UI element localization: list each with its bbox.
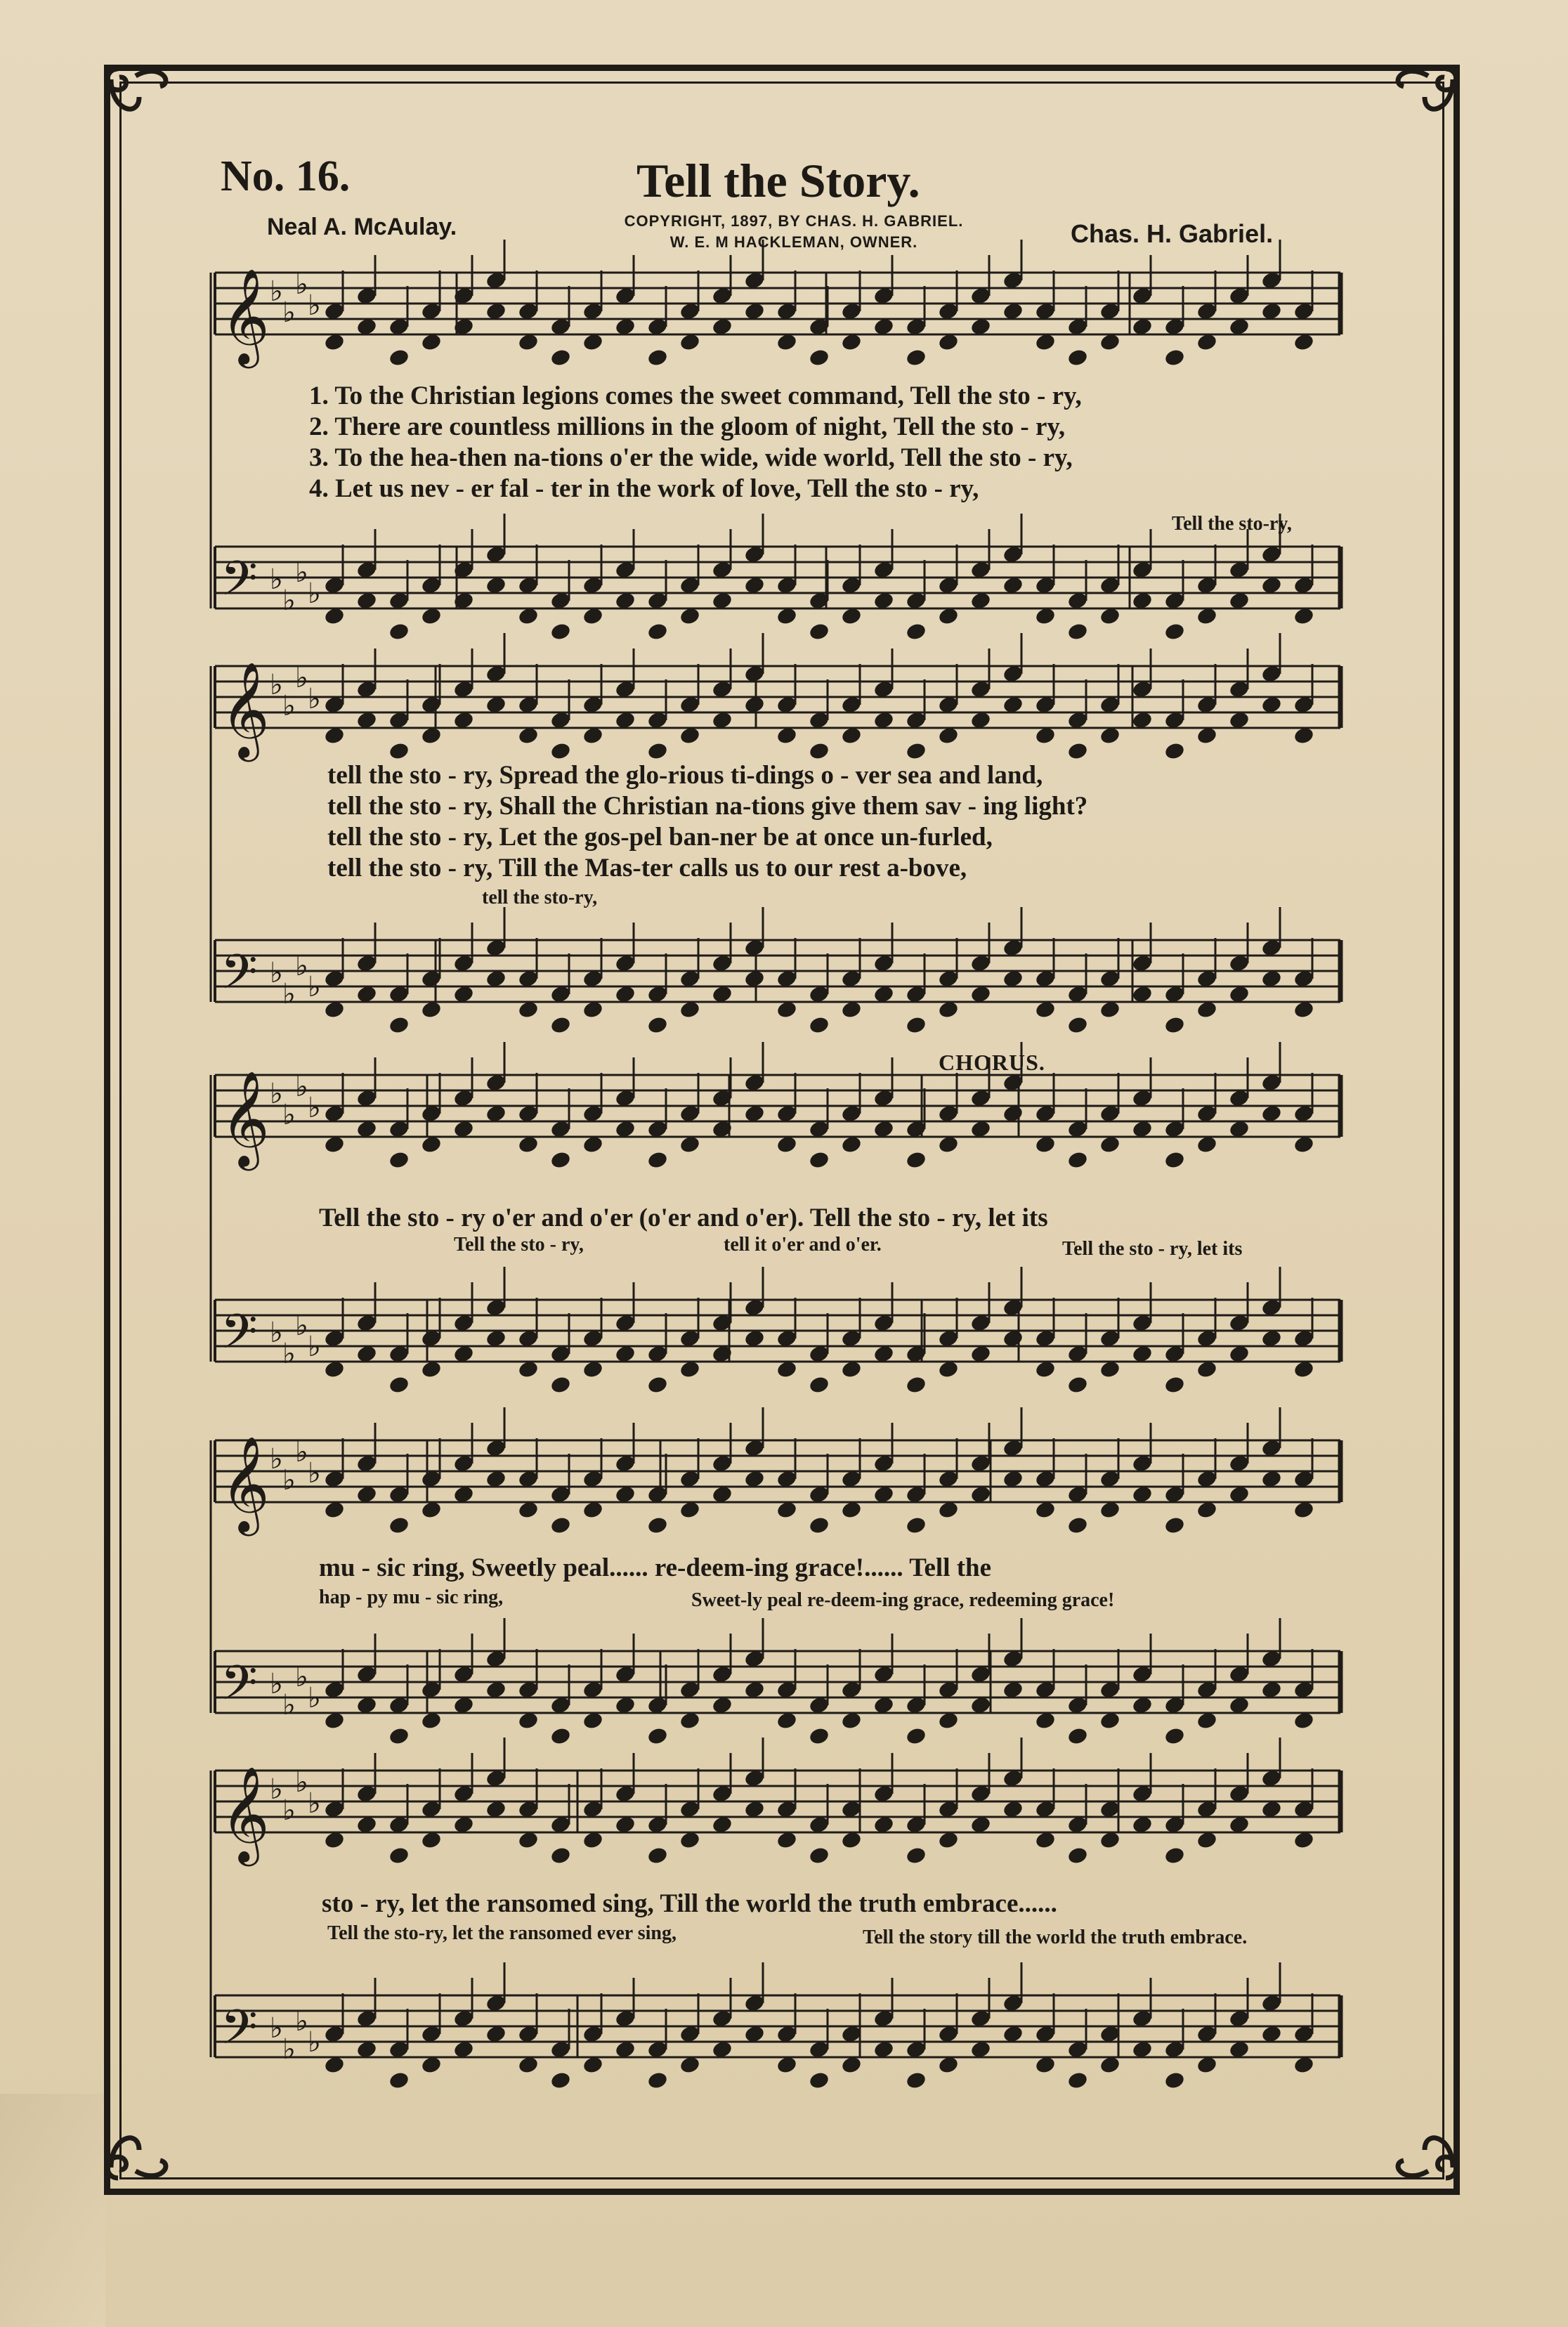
system5-text: sto - ry, let the ransomed sing, Till the world the truth embrace......	[322, 1889, 1057, 1918]
system4-bass-text-b: Sweet-ly peal re-deem-ing grace, redeeming grace!	[691, 1589, 1115, 1611]
key-flat: ♭	[282, 1464, 296, 1497]
note-head	[549, 1015, 571, 1035]
treble-clef: 𝄞	[221, 1435, 270, 1532]
note-head	[1163, 1015, 1185, 1035]
note-head	[388, 348, 410, 367]
key-flat: ♭	[295, 2005, 308, 2038]
lyricist-name: Neal A. McAulay.	[267, 214, 457, 240]
key-flat: ♭	[308, 1682, 321, 1714]
key-flat: ♭	[282, 1099, 296, 1131]
key-flat: ♭	[308, 2026, 321, 2059]
note-head	[905, 1015, 927, 1035]
note-head	[1163, 1516, 1185, 1535]
note-head	[1066, 1150, 1088, 1170]
note-head	[905, 2071, 927, 2090]
key-flat: ♭	[282, 2033, 296, 2066]
system1-verse2: 2. There are countless millions in the gloom of night, Tell the sto - ry,	[309, 412, 1066, 441]
note-head	[646, 1516, 668, 1535]
chorus-label: CHORUS.	[939, 1050, 1045, 1075]
note-head	[905, 1726, 927, 1746]
system5-bass-text-b: Tell the story till the world the truth embrace.	[863, 1927, 1248, 1948]
note-head	[905, 1846, 927, 1865]
note-head	[1066, 348, 1088, 367]
key-flat: ♭	[270, 275, 283, 308]
note-head	[905, 1150, 927, 1170]
key-flat: ♭	[282, 1338, 296, 1370]
key-flat: ♭	[308, 1092, 321, 1124]
note-head	[1163, 622, 1185, 641]
key-flat: ♭	[270, 669, 283, 701]
note-head	[549, 622, 571, 641]
note-head	[388, 1375, 410, 1395]
note-head	[808, 348, 830, 367]
key-flat: ♭	[270, 957, 283, 989]
key-flat: ♭	[308, 578, 321, 610]
note-head	[808, 1516, 830, 1535]
system3-bass-text-a: Tell the sto - ry,	[454, 1234, 584, 1256]
note-head	[549, 348, 571, 367]
key-flat: ♭	[308, 1787, 321, 1820]
key-flat: ♭	[308, 289, 321, 322]
note-head	[646, 1375, 668, 1395]
bass-clef: 𝄢	[221, 1656, 258, 1723]
note-head	[1066, 741, 1088, 761]
note-head	[549, 1150, 571, 1170]
system3-bass-text-b: tell it o'er and o'er.	[724, 1234, 882, 1256]
note-head	[1066, 1726, 1088, 1746]
system4-bass-text-a: hap - py mu - sic ring,	[319, 1586, 504, 1608]
system3-text: Tell the sto - ry o'er and o'er (o'er and o'er). Tell the sto - ry, let its	[319, 1204, 1048, 1232]
key-flat: ♭	[270, 1317, 283, 1349]
note-head	[905, 741, 927, 761]
note-head	[1066, 1846, 1088, 1865]
note-head	[1163, 1375, 1185, 1395]
note-head	[646, 348, 668, 367]
note-head	[388, 1015, 410, 1035]
key-flat: ♭	[270, 1773, 283, 1806]
key-flat: ♭	[270, 563, 283, 596]
note-head	[905, 1516, 927, 1535]
note-head	[808, 1150, 830, 1170]
system2-bass-text: tell the sto-ry,	[482, 887, 598, 908]
note-head	[808, 1375, 830, 1395]
treble-clef: 𝄞	[221, 267, 270, 364]
note-head	[549, 1846, 571, 1865]
note-head	[905, 1375, 927, 1395]
system2-verse3: tell the sto - ry, Let the gos-pel ban-ner be at once un-furled,	[327, 823, 993, 852]
note-head	[1163, 1846, 1185, 1865]
note-head	[388, 1846, 410, 1865]
note-head	[388, 1150, 410, 1170]
copyright-line-2: W. E. M HACKLEMAN, OWNER.	[669, 233, 918, 251]
copyright-line-1: COPYRIGHT, 1897, BY CHAS. H. GABRIEL.	[624, 212, 964, 230]
key-flat: ♭	[270, 2012, 283, 2045]
composer-name: Chas. H. Gabriel.	[1071, 219, 1274, 248]
system5-bass-text-a: Tell the sto-ry, let the ransomed ever sing,	[327, 1922, 677, 1944]
key-flat: ♭	[295, 556, 308, 589]
note-head	[1163, 1150, 1185, 1170]
system2-verse4: tell the sto - ry, Till the Mas-ter calls us to our rest a-bove,	[327, 854, 967, 882]
bass-clef: 𝄢	[221, 552, 258, 618]
system3-bass-text-c: Tell the sto - ry, let its	[1062, 1238, 1243, 1260]
note-head	[1163, 2071, 1185, 2090]
key-flat: ♭	[295, 1310, 308, 1342]
note-head	[905, 622, 927, 641]
treble-clef: 𝄞	[221, 660, 270, 757]
note-head	[549, 1516, 571, 1535]
system1-verse3: 3. To the hea-then na-tions o'er the wide, wide world, Tell the sto - ry,	[309, 443, 1073, 472]
key-flat: ♭	[295, 950, 308, 982]
note-head	[388, 1516, 410, 1535]
note-head	[808, 622, 830, 641]
key-flat: ♭	[308, 1331, 321, 1363]
system2-verse1: tell the sto - ry, Spread the glo-rious ti-dings o - ver sea and land,	[327, 761, 1043, 790]
key-flat: ♭	[282, 978, 296, 1010]
note-head	[549, 1726, 571, 1746]
key-flat: ♭	[270, 1078, 283, 1110]
note-head	[388, 1726, 410, 1746]
key-flat: ♭	[270, 1668, 283, 1700]
note-head	[1066, 2071, 1088, 2090]
key-flat: ♭	[282, 690, 296, 722]
key-flat: ♭	[295, 1766, 308, 1799]
note-head	[808, 2071, 830, 2090]
note-head	[808, 1015, 830, 1035]
system2-verse2: tell the sto - ry, Shall the Christian na-tions give them sav - ing light?	[327, 792, 1088, 821]
key-flat: ♭	[270, 1443, 283, 1475]
key-flat: ♭	[282, 296, 296, 329]
note-head	[1066, 622, 1088, 641]
note-head	[646, 1846, 668, 1865]
note-head	[388, 622, 410, 641]
key-flat: ♭	[282, 1794, 296, 1827]
system1-bass-text: Tell the sto-ry,	[1172, 513, 1292, 535]
bass-clef: 𝄢	[221, 1305, 258, 1371]
system4-text: mu - sic ring, Sweetly peal...... re-deem-ing grace!...... Tell the	[319, 1553, 992, 1582]
key-flat: ♭	[282, 585, 296, 617]
key-flat: ♭	[295, 1436, 308, 1468]
note-head	[1066, 1516, 1088, 1535]
key-flat: ♭	[295, 1071, 308, 1103]
key-flat: ♭	[308, 683, 321, 715]
note-head	[1066, 1015, 1088, 1035]
note-head	[808, 1726, 830, 1746]
hymn-number: No. 16.	[221, 152, 351, 200]
note-head	[646, 622, 668, 641]
note-head	[388, 741, 410, 761]
treble-clef: 𝄞	[221, 1765, 270, 1862]
note-head	[549, 1375, 571, 1395]
note-head	[549, 741, 571, 761]
note-head	[1163, 741, 1185, 761]
note-head	[388, 2071, 410, 2090]
key-flat: ♭	[295, 662, 308, 694]
note-head	[646, 741, 668, 761]
key-flat: ♭	[282, 1689, 296, 1721]
note-head	[808, 1846, 830, 1865]
key-flat: ♭	[308, 971, 321, 1003]
note-head	[808, 741, 830, 761]
note-head	[1066, 1375, 1088, 1395]
note-head	[646, 1726, 668, 1746]
bass-clef: 𝄢	[221, 2000, 258, 2067]
note-head	[1163, 348, 1185, 367]
system1-verse1: 1. To the Christian legions comes the sweet command, Tell the sto - ry,	[309, 382, 1082, 410]
note-head	[646, 2071, 668, 2090]
note-head	[646, 1015, 668, 1035]
system1-verse4: 4. Let us nev - er fal - ter in the work of love, Tell the sto - ry,	[309, 474, 979, 503]
bass-clef: 𝄢	[221, 945, 258, 1012]
key-flat: ♭	[295, 268, 308, 301]
note-head	[549, 2071, 571, 2090]
key-flat: ♭	[295, 1661, 308, 1693]
key-flat: ♭	[308, 1457, 321, 1490]
note-head	[646, 1150, 668, 1170]
note-head	[1163, 1726, 1185, 1746]
note-head	[905, 348, 927, 367]
hymn-title: Tell the Story.	[636, 154, 920, 207]
treble-clef: 𝄞	[221, 1069, 270, 1166]
